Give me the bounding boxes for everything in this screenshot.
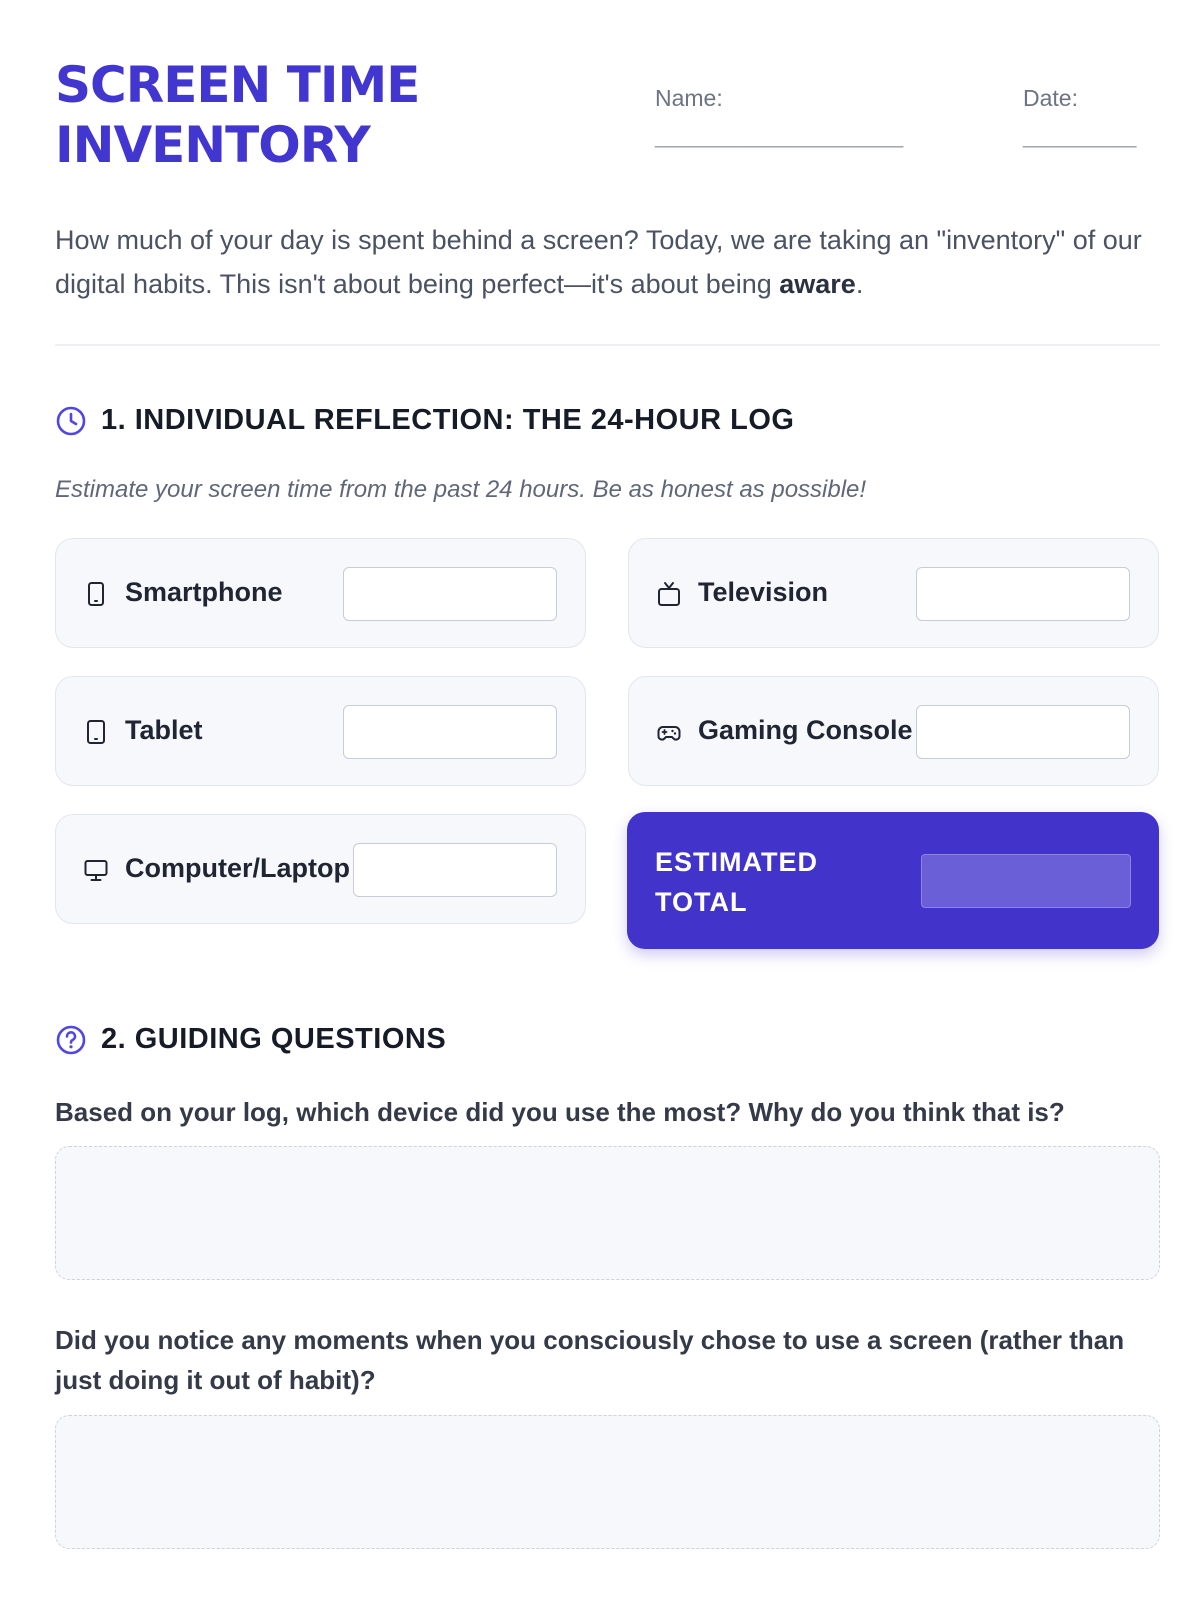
smartphone-icon bbox=[84, 581, 108, 607]
device-label: Computer/Laptop bbox=[125, 853, 350, 883]
device-card-smartphone bbox=[55, 538, 586, 648]
answer-box-2[interactable] bbox=[55, 1415, 1160, 1549]
worksheet-header bbox=[55, 55, 1160, 175]
gamepad-icon bbox=[657, 719, 681, 745]
intro-emphasis: aware bbox=[779, 269, 856, 299]
computer-hours-input[interactable] bbox=[353, 843, 557, 897]
section-1-heading bbox=[55, 404, 794, 437]
television-hours-input[interactable] bbox=[916, 567, 1130, 621]
total-label: ESTIMATED TOTAL bbox=[655, 847, 818, 917]
gaming-console-hours-input[interactable] bbox=[916, 705, 1130, 759]
name-line[interactable]: ______________________ bbox=[655, 123, 903, 148]
clock-icon bbox=[55, 405, 87, 437]
date-field[interactable] bbox=[1023, 83, 1143, 151]
page-title: SCREEN TIME INVENTORY bbox=[55, 56, 420, 174]
section-2-title: 2. GUIDING QUESTIONS bbox=[101, 1023, 447, 1055]
device-card-tablet bbox=[55, 676, 586, 786]
divider bbox=[55, 344, 1160, 346]
section-1-title: 1. INDIVIDUAL REFLECTION: THE 24-HOUR LOG bbox=[101, 404, 795, 436]
answer-box-1[interactable] bbox=[55, 1146, 1160, 1280]
device-label: Television bbox=[698, 577, 829, 607]
intro-paragraph bbox=[55, 218, 1165, 306]
device-label: Tablet bbox=[125, 715, 203, 745]
total-hours-input[interactable] bbox=[921, 854, 1131, 908]
tablet-hours-input[interactable] bbox=[343, 705, 557, 759]
name-label: Name: bbox=[655, 85, 723, 111]
question-2: Did you notice any moments when you consciously chose to use a screen (rather than just doing it out of habit)? bbox=[55, 1325, 1125, 1395]
question-circle-icon bbox=[55, 1024, 87, 1056]
section-1-hint: Estimate your screen time from the past 24 hours. Be as honest as possible! bbox=[55, 476, 867, 503]
intro-end: . bbox=[855, 269, 864, 299]
date-label: Date: bbox=[1023, 85, 1078, 111]
device-label: Smartphone bbox=[125, 577, 283, 607]
date-line[interactable]: __________ bbox=[1023, 123, 1136, 148]
device-card-computer bbox=[55, 814, 586, 924]
name-field[interactable] bbox=[655, 83, 995, 151]
tv-icon bbox=[657, 581, 681, 607]
section-2-heading bbox=[55, 1023, 446, 1056]
intro-text: How much of your day is spent behind a screen? Today, we are taking an "inventory" of our digital habits. This isn't about being perfect—it's about being bbox=[55, 225, 1142, 299]
question-1: Based on your log, which device did you use the most? Why do you think that is? bbox=[55, 1097, 1065, 1127]
device-card-gaming-console bbox=[628, 676, 1159, 786]
estimated-total-card bbox=[627, 812, 1159, 949]
device-label: Gaming Console bbox=[698, 715, 913, 745]
monitor-icon bbox=[84, 857, 108, 883]
smartphone-hours-input[interactable] bbox=[343, 567, 557, 621]
device-card-television bbox=[628, 538, 1159, 648]
tablet-icon bbox=[84, 719, 108, 745]
meta-fields bbox=[655, 83, 1143, 151]
